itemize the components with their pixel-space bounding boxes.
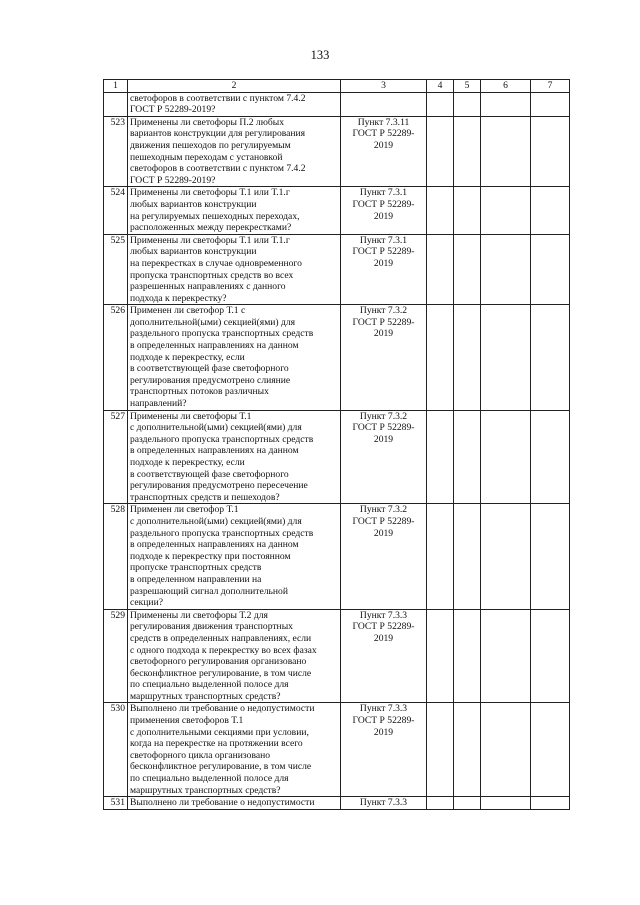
empty-cell (427, 305, 454, 410)
table-row (104, 305, 570, 410)
empty-cell (481, 187, 531, 234)
row-number: 525 (104, 234, 128, 305)
standard-reference: Пункт 7.3.11 ГОСТ Р 52289- 2019 (341, 116, 427, 187)
empty-cell (531, 92, 570, 116)
empty-cell (454, 92, 481, 116)
empty-cell (481, 305, 531, 410)
table-row (104, 410, 570, 504)
empty-cell (531, 797, 570, 810)
standard-reference: Пункт 7.3.3 ГОСТ Р 52289- 2019 (341, 703, 427, 797)
question-text: Применены ли светофоры Т.2 для регулирования движения транспортных средств в определенных направлениях, если с одного подхода к перекрестку во всех фазах светофорного регулирования организовано бесконфликтное регулирование, в том числе по специально выделенной полосе для маршрутных транспортных средств? (128, 609, 341, 703)
question-text: Применен ли светофор Т.1 с дополнительной(ыми) секцией(ями) для раздельного пропуска транспортных средств в определенных направлениях на данном подходе к перекрестку при постоянном пропуске транспортных средств в определенном направлении на разрешающий сигнал дополнительной секции? (128, 504, 341, 609)
standard-reference (341, 92, 427, 116)
empty-cell (531, 703, 570, 797)
empty-cell (454, 703, 481, 797)
empty-cell (531, 410, 570, 504)
empty-cell (427, 797, 454, 810)
empty-cell (531, 504, 570, 609)
page-number: 133 (310, 48, 330, 62)
empty-cell (454, 410, 481, 504)
empty-cell (481, 92, 531, 116)
empty-cell (481, 234, 531, 305)
empty-cell (427, 116, 454, 187)
table-row (104, 187, 570, 234)
empty-cell (427, 234, 454, 305)
standard-reference: Пункт 7.3.1 ГОСТ Р 52289- 2019 (341, 234, 427, 305)
row-number: 530 (104, 703, 128, 797)
standard-reference: Пункт 7.3.2 ГОСТ Р 52289- 2019 (341, 504, 427, 609)
column-header: 6 (481, 80, 531, 93)
table-row (104, 504, 570, 609)
table-row (104, 234, 570, 305)
row-number: 523 (104, 116, 128, 187)
empty-cell (454, 234, 481, 305)
checklist-table (103, 79, 570, 810)
column-header: 2 (128, 80, 341, 93)
table-row (104, 92, 570, 116)
question-text: Применены ли светофоры П.2 любых вариантов конструкции для регулирования движения пешеходов по регулируемым пешеходным переходам с установкой светофоров в соответствии с пунктом 7.4.2 ГОСТ Р 52289-2019? (128, 116, 341, 187)
question-text: светофоров в соответствии с пунктом 7.4.2 ГОСТ Р 52289-2019? (128, 92, 341, 116)
column-header: 7 (531, 80, 570, 93)
question-text: Применен ли светофор Т.1 с дополнительной(ыми) секцией(ями) для раздельного пропуска транспортных средств в определенных направлениях на данном подходе к перекрестку, если в соответствующей фазе светофорного регулирования предусмотрено слияние транспортных потоков различных направлений? (128, 305, 341, 410)
empty-cell (454, 797, 481, 810)
empty-cell (531, 305, 570, 410)
header-row (104, 80, 570, 93)
standard-reference: Пункт 7.3.1 ГОСТ Р 52289- 2019 (341, 187, 427, 234)
standard-reference: Пункт 7.3.2 ГОСТ Р 52289- 2019 (341, 410, 427, 504)
row-number: 527 (104, 410, 128, 504)
empty-cell (531, 187, 570, 234)
question-text: Применены ли светофоры Т.1 с дополнительной(ыми) секцией(ями) для раздельного пропуска транспортных средств в определенных направлениях на данном подходе к перекрестку, если в соответствующей фазе светофорного регулирования предусмотрено пересечение транспортных средств и пешеходов? (128, 410, 341, 504)
row-number: 529 (104, 609, 128, 703)
empty-cell (427, 187, 454, 234)
empty-cell (481, 703, 531, 797)
question-text: Выполнено ли требование о недопустимости (128, 797, 341, 810)
question-text: Применены ли светофоры Т.1 или Т.1.г любых вариантов конструкции на регулируемых пешеходных переходах, расположенных между перекрестками? (128, 187, 341, 234)
empty-cell (531, 116, 570, 187)
empty-cell (427, 609, 454, 703)
empty-cell (454, 504, 481, 609)
empty-cell (481, 116, 531, 187)
column-header: 3 (341, 80, 427, 93)
row-number: 528 (104, 504, 128, 609)
row-number: 531 (104, 797, 128, 810)
question-text: Выполнено ли требование о недопустимости применения светофоров Т.1 с дополнительными секциями при условии, когда на перекрестке на протяжении всего светофорного цикла организовано бесконфликтное регулирование, в том числе по специально выделенной полосе для маршрутных транспортных средств? (128, 703, 341, 797)
table-row (104, 609, 570, 703)
empty-cell (427, 703, 454, 797)
standard-reference: Пункт 7.3.2 ГОСТ Р 52289- 2019 (341, 305, 427, 410)
standard-reference: Пункт 7.3.3 ГОСТ Р 52289- 2019 (341, 609, 427, 703)
empty-cell (454, 187, 481, 234)
table-row (104, 703, 570, 797)
standard-reference: Пункт 7.3.3 (341, 797, 427, 810)
table-row (104, 116, 570, 187)
row-number (104, 92, 128, 116)
empty-cell (454, 116, 481, 187)
empty-cell (481, 504, 531, 609)
column-header: 5 (454, 80, 481, 93)
row-number: 526 (104, 305, 128, 410)
empty-cell (427, 410, 454, 504)
question-text: Применены ли светофоры Т.1 или Т.1.г любых вариантов конструкции на перекрестках в случае одновременного пропуска транспортных средств во всех разрешенных направлениях с данного подхода к перекрестку? (128, 234, 341, 305)
empty-cell (427, 92, 454, 116)
column-header: 4 (427, 80, 454, 93)
empty-cell (427, 504, 454, 609)
table-row (104, 797, 570, 810)
empty-cell (454, 609, 481, 703)
empty-cell (481, 609, 531, 703)
empty-cell (531, 234, 570, 305)
empty-cell (481, 797, 531, 810)
empty-cell (454, 305, 481, 410)
column-header: 1 (104, 80, 128, 93)
empty-cell (481, 410, 531, 504)
row-number: 524 (104, 187, 128, 234)
empty-cell (531, 609, 570, 703)
